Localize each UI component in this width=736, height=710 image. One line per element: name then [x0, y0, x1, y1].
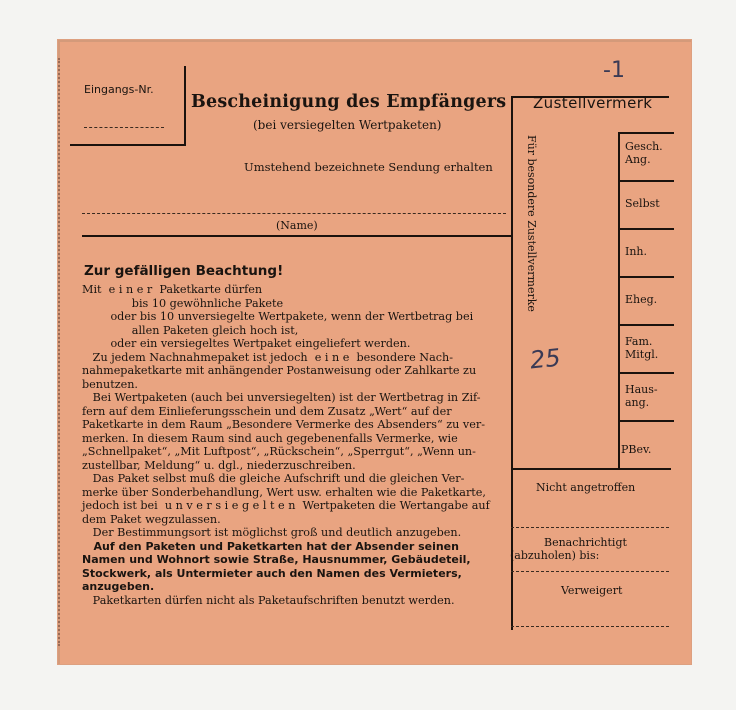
- handwritten-number: 25: [528, 343, 562, 375]
- notice-line: fern auf dem Einlieferungsschein und dem Zusatz „Wert“ auf der: [82, 404, 452, 418]
- side-rule: [618, 180, 674, 182]
- notice-bold-line: Stockwerk, als Untermieter auch den Namen des Vermieters,: [82, 566, 462, 580]
- form-subtitle: (bei versiegelten Wertpaketen): [253, 118, 442, 132]
- status-separator: [511, 527, 669, 528]
- vertical-label: Für besondere Zustellvermerke: [525, 135, 538, 312]
- verweigert-label: Verweigert: [561, 584, 623, 597]
- eingangs-nr-field[interactable]: [84, 127, 164, 128]
- received-line: Umstehend bezeichnete Sendung erhalten: [244, 160, 493, 174]
- side-item-eheg: Eheg.: [625, 293, 658, 306]
- handwritten-corner-mark: -1: [603, 58, 625, 83]
- side-item-inh: Inh.: [625, 245, 648, 258]
- name-label: (Name): [276, 219, 318, 232]
- notice-line: Der Bestimmungsort ist möglichst groß und deutlich anzugeben.: [82, 526, 462, 539]
- form-title: Bescheinigung des Empfängers: [191, 92, 507, 112]
- notice-line: merke über Sonderbehandlung, Wert usw. erhalten wie die Paketkarte,: [82, 485, 486, 499]
- benachrichtigt-label: Benachrichtigt (abzuholen) bis:: [510, 536, 627, 562]
- status-separator: [511, 571, 669, 572]
- side-rule: [618, 420, 674, 422]
- notice-line: oder bis 10 unversiegelte Wertpakete, wenn der Wertbetrag bei: [82, 310, 474, 323]
- eingangs-box-right: [184, 66, 186, 144]
- side-rule: [618, 228, 674, 230]
- name-field[interactable]: [82, 213, 506, 214]
- notice-line: Bei Wertpaketen (auch bei unversiegelten) ist der Wertbetrag in Zif-: [82, 391, 481, 404]
- eingangs-nr-label: Eingangs-Nr.: [84, 83, 154, 96]
- notice-line: Paketkarte in dem Raum „Besondere Vermerke des Absenders“ zu ver-: [82, 418, 486, 431]
- side-item-fam-mitgl: Fam. Mitgl.: [625, 335, 659, 361]
- side-item-selbst: Selbst: [625, 197, 660, 210]
- notice-line: dem Paket wegzulassen.: [82, 512, 221, 526]
- side-item-gesch-ang: Gesch. Ang.: [625, 140, 663, 166]
- notice-line: Zu jedem Nachnahmepaket ist jedoch e i n e besondere Nach-: [82, 350, 453, 364]
- notice-heading: Zur gefälligen Beachtung!: [84, 263, 284, 279]
- perforation-edge: [58, 58, 60, 646]
- side-rule: [618, 372, 674, 374]
- eingangs-box-bottom: [70, 144, 186, 146]
- notice-bold-line: Auf den Paketen und Paketkarten hat der Absender seinen: [82, 539, 459, 553]
- side-item-pbev: PBev.: [621, 443, 652, 456]
- notice-line: merken. In diesem Raum sind auch gegebenenfalls Vermerke, wie: [82, 431, 458, 445]
- notice-line: nahmepaketkarte mit anhängender Postanweisung oder Zahlkarte zu: [82, 364, 477, 377]
- zustell-top-rule: [511, 96, 669, 98]
- side-rule: [618, 276, 674, 278]
- side-column-line: [618, 132, 620, 468]
- notice-line: „Schnellpaket“, „Mit Luftpost“, „Rückschein“, „Sperrgut“, „Wenn un-: [82, 445, 476, 458]
- nicht-angetroffen-label: Nicht angetroffen: [536, 481, 636, 494]
- side-rule: [618, 324, 674, 326]
- notice-body: [82, 283, 512, 607]
- notice-line: zustellbar, Meldung“ u. dgl., niederzuschreiben.: [82, 458, 356, 472]
- notice-line: Das Paket selbst muß die gleiche Aufschrift und die gleichen Ver-: [82, 472, 465, 485]
- status-separator: [511, 626, 669, 627]
- side-rule: [618, 132, 674, 134]
- notice-line: jedoch ist bei u n v e r s i e g e l t e n Wertpaketen die Wertangabe auf: [82, 499, 490, 512]
- status-rule-top: [511, 468, 671, 470]
- notice-line: Mit e i n e r Paketkarte dürfen: [82, 283, 263, 296]
- notice-bold-line: anzugeben.: [82, 580, 155, 593]
- notice-bold-line: Namen und Wohnort sowie Straße, Hausnummer, Gebäudeteil,: [82, 553, 471, 566]
- notice-last-line: Paketkarten dürfen nicht als Paketaufschriften benutzt werden.: [82, 593, 455, 607]
- notice-line: bis 10 gewöhnliche Pakete: [82, 296, 284, 310]
- notice-line: oder ein versiegeltes Wertpaket eingeliefert werden.: [82, 337, 411, 350]
- name-rule: [82, 235, 512, 237]
- notice-line: benutzen.: [82, 377, 138, 391]
- parcel-receipt-card: [58, 40, 691, 664]
- side-item-haus-ang: Haus- ang.: [625, 383, 658, 409]
- notice-line: allen Paketen gleich hoch ist,: [82, 323, 299, 337]
- zustellvermerk-heading: Zustellvermerk: [533, 94, 653, 112]
